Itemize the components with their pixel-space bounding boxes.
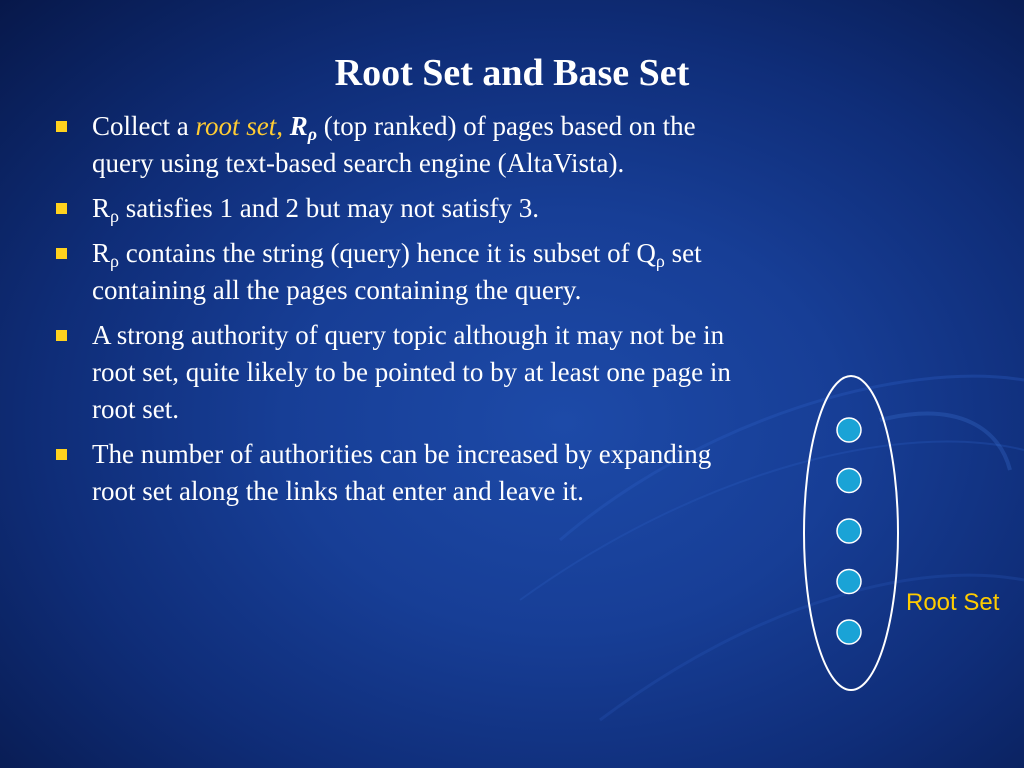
square-bullet-icon xyxy=(56,330,67,341)
root-set-diagram xyxy=(796,372,906,694)
root-set-nodes xyxy=(837,418,861,644)
square-bullet-icon xyxy=(56,248,67,259)
root-set-node xyxy=(837,418,861,442)
symbol-rho-subscript: ρ xyxy=(307,124,318,144)
root-set-label: Root Set xyxy=(906,589,1000,616)
square-bullet-icon xyxy=(56,121,67,132)
slide-title: Root Set and Base Set xyxy=(334,52,690,94)
square-bullet-icon xyxy=(56,203,67,214)
symbol-q: Q xyxy=(636,238,656,268)
bullet-item xyxy=(52,235,752,309)
root-set-node xyxy=(837,519,861,543)
bullet-text: A strong authority of query topic although it may not be in root set, quite likely to be pointed to by at least one page in root set. xyxy=(92,320,731,424)
bullet-item xyxy=(52,317,752,428)
symbol-rho-subscript: ρ xyxy=(110,206,119,226)
bullet-text-post: set containing all the pages containing the query. xyxy=(92,238,702,305)
symbol-r: R xyxy=(289,111,308,141)
root-set-node xyxy=(837,620,861,644)
square-bullet-icon xyxy=(56,449,67,460)
symbol-r: R xyxy=(92,238,111,268)
bullet-text-mid: contains the string (query) hence it is subset of xyxy=(119,238,637,268)
symbol-rho-subscript: ρ xyxy=(655,251,665,271)
root-set-node xyxy=(837,570,861,594)
bullet-item xyxy=(52,108,752,182)
symbol-r: R xyxy=(92,193,111,223)
bullet-text-post: (top ranked) of pages based on the query using text-based search engine (AltaVista). xyxy=(92,111,696,178)
bullet-text-post: satisfies 1 and 2 but may not satisfy 3. xyxy=(119,193,539,223)
symbol-rho-subscript: ρ xyxy=(110,251,119,271)
root-set-node xyxy=(837,469,861,493)
root-set-highlight: root set, xyxy=(195,111,283,141)
bullet-item xyxy=(52,190,752,227)
bullet-item xyxy=(52,436,752,510)
bullet-text-pre: Collect a xyxy=(92,111,196,141)
bullet-list xyxy=(52,108,752,518)
bullet-text: The number of authorities can be increased by expanding root set along the links that enter and leave it. xyxy=(92,439,712,506)
